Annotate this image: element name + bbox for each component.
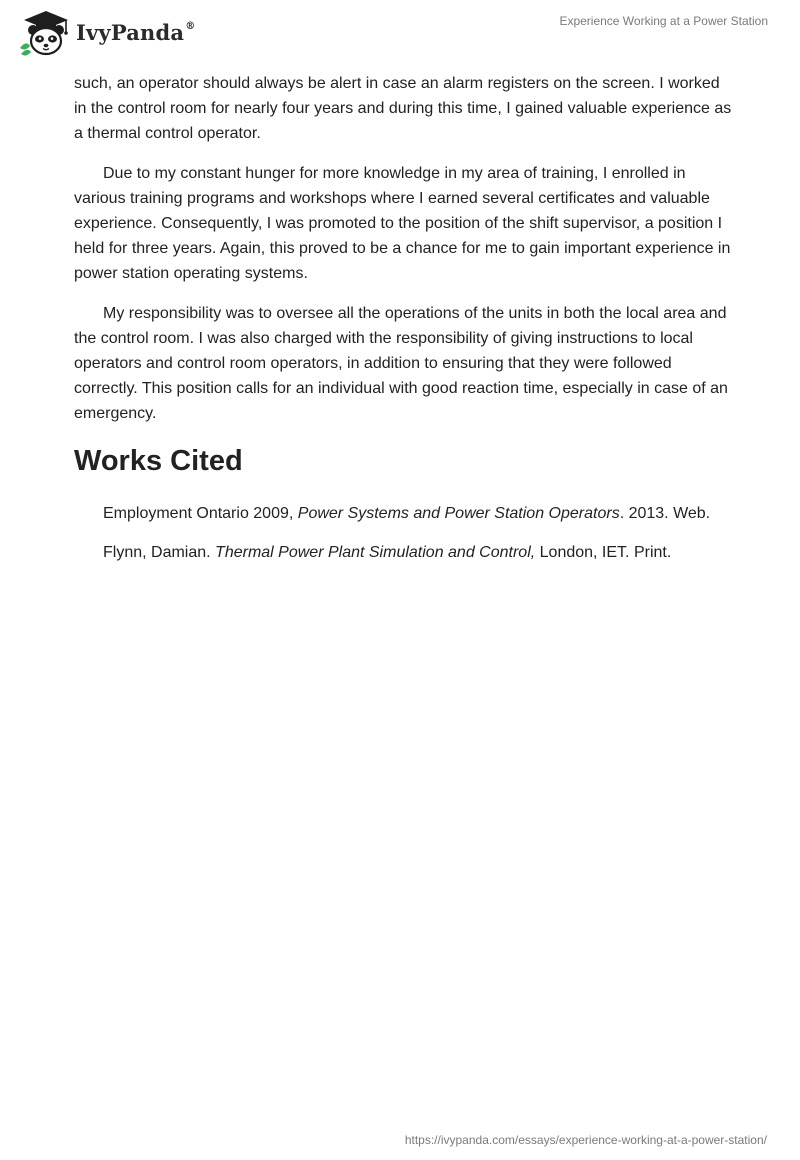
- trademark-symbol: ®: [185, 20, 196, 32]
- reference-title: Thermal Power Plant Simulation and Control,: [215, 544, 536, 561]
- reference-item: Flynn, Damian. Thermal Power Plant Simulation and Control, London, IET. Print.: [103, 544, 672, 561]
- paragraph: Due to my constant hunger for more knowledge in my area of training, I enrolled in various training programs and workshops where I earned several certificates and valuable experience. Consequently, I was promoted to the position of the shift supervisor, a position I held for three years. Again, this proved to be a chance for me to gain important experience in power station operating systems.: [74, 165, 731, 282]
- page-header: [0, 0, 800, 70]
- paragraph-continuation: such, an operator should always be alert in case an alarm registers on the screen. I worked in the control room for nearly four years and during this time, I gained valuable experience as a thermal control operator.: [74, 75, 732, 142]
- paragraph: My responsibility was to oversee all the operations of the units in both the local area and the control room. I was also charged with the responsibility of giving instructions to local operators and control room operators, in addition to ensuring that they were followed correctly. This position calls for an individual with good reaction time, especially in case of an emergency.: [74, 305, 728, 422]
- brand-name: IvyPanda®: [76, 19, 196, 45]
- panda-graduate-icon: [16, 8, 76, 58]
- reference-item: Employment Ontario 2009, Power Systems and Power Station Operators. 2013. Web.: [103, 505, 711, 522]
- document-title: Experience Working at a Power Station: [559, 14, 768, 28]
- ivypanda-logo[interactable]: [16, 8, 195, 58]
- source-url-link[interactable]: https://ivypanda.com/essays/experience-working-at-a-power-station/: [404, 1133, 767, 1147]
- works-cited-heading: Works Cited: [74, 445, 243, 477]
- reference-title: Power Systems and Power Station Operators: [297, 505, 620, 522]
- essay-content: [74, 71, 734, 579]
